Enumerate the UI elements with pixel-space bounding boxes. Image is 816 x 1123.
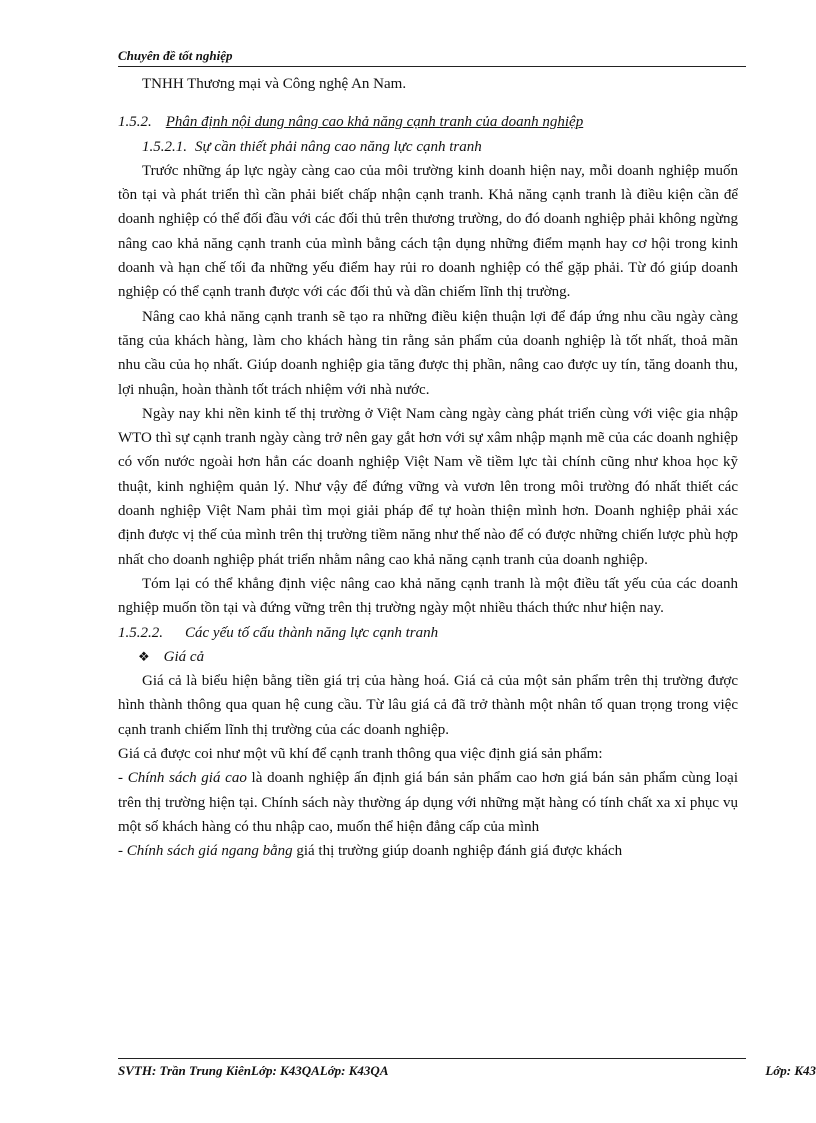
- subsection-number: 1.5.2.1.: [142, 138, 187, 155]
- footer-class: Lớp: K43: [765, 1063, 816, 1078]
- policy-item: [118, 839, 738, 863]
- continued-line: TNHH Thương mại và Công nghệ An Nam.: [142, 76, 407, 92]
- subsection-title: Các yếu tố cấu thành năng lực cạnh tranh: [185, 624, 439, 641]
- paragraph: Tóm lại có thể khẳng định việc nâng cao khả năng cạnh tranh là một điều tất yếu của các doanh nghiệp muốn tồn tại và đứng vững trên thị trường ngày một nhiều thách thức như hiện nay.: [118, 575, 738, 617]
- subsection-heading-1: [118, 135, 738, 159]
- page-footer: [118, 1058, 816, 1079]
- policy-item: [118, 766, 738, 839]
- bullet-label: Giá cả: [163, 648, 205, 665]
- paragraph: Trước những áp lực ngày càng cao của môi trường kinh doanh hiện nay, mỗi doanh nghiệp muốn tồn tại và phát triển thì cần phải biết chấp nhận cạnh tranh. Khả năng cạnh tranh là điều kiện cần để doanh nghiệp có thể đối đầu với các đối thủ trên thương trường, do đó doanh nghiệp phải không ngừng nâng cao khả năng cạnh tranh của mình bằng cách tận dụng những điểm mạnh hay cơ hội trong kinh doanh và hạn chế tối đa những yếu điểm hay rủi ro doanh nghiệp có thể gặp phải. Từ đó giúp doanh nghiệp có thể cạnh tranh được với các đối thủ và dần chiếm lĩnh thị trường.: [118, 162, 738, 301]
- paragraph: Ngày nay khi nền kinh tế thị trường ở Việt Nam càng ngày càng phát triển cùng với việc gia nhập WTO thì sự cạnh tranh ngày càng trở nên gay gắt hơn với sự xâm nhập mạnh mẽ của các doanh nghiệp có vốn nước ngoài hơn hẳn các doanh nghiệp Việt Nam về tiềm lực tài chính cũng như khoa học kỹ thuật, kinh nghiệm quản lý. Như vậy để đứng vững và vươn lên trong môi trường đó nhất thiết các doanh nghiệp Việt Nam phải tìm mọi giải pháp để tự hoàn thiện mình hơn. Doanh nghiệp phải xác định được vị thế của mình trên thị trường tiềm năng như thế nào để có được những chiến lược phù hợp nhất cho doanh nghiệp phát triển nhằm nâng cao khả năng cạnh tranh của doanh nghiệp.: [118, 405, 738, 568]
- header-title: Chuyên đề tốt nghiệp: [118, 48, 233, 63]
- page-header: [118, 48, 746, 67]
- footer-row: [118, 1063, 816, 1079]
- policy-name: Chính sách giá cao: [127, 770, 247, 787]
- section-title: Phân định nội dung nâng cao khả năng cạnh tranh của doanh nghiệp: [165, 114, 584, 131]
- section-number: 1.5.2.: [118, 114, 152, 131]
- dash: -: [118, 843, 127, 860]
- dash: -: [118, 770, 128, 787]
- subsection-heading-2: [118, 621, 738, 645]
- subsection-number: 1.5.2.2.: [118, 624, 163, 641]
- subsection-title: Sự cần thiết phải nâng cao năng lực cạnh tranh: [195, 138, 482, 155]
- footer-rule: [118, 1058, 746, 1059]
- policy-text: giá thị trường giúp doanh nghiệp đánh giá được khách: [292, 843, 623, 860]
- paragraph: Giá cả là biểu hiện bằng tiền giá trị của hàng hoá. Giá cả của một sản phẩm trên thị trường được hình thành thông qua quan hệ cung cầu. Từ lâu giá cả đã trở thành một nhân tố quan trọng trong việc cạnh tranh chiếm lĩnh thị trường của các doanh nghiệp.: [118, 673, 738, 738]
- paragraph: Nâng cao khả năng cạnh tranh sẽ tạo ra những điều kiện thuận lợi để đáp ứng nhu cầu ngày càng tăng của khách hàng, làm cho khách hàng tin rằng sản phẩm của doanh nghiệp là tốt nhất, thoả mãn nhu cầu của họ nhất. Giúp doanh nghiệp gia tăng được thị phần, nâng cao được uy tín, tăng doanh thu, lợi nhuận, hoàn thành tốt trách nhiệm với nhà nước.: [118, 308, 738, 398]
- document-body: [118, 72, 738, 864]
- diamond-bullet-icon: ❖: [138, 648, 150, 664]
- policy-text: là doanh nghiệp ấn định giá bán sản phẩm cao hơn giá bán sản phẩm cùng loại trên thị trường hiện tại. Chính sách này thường áp dụng với những mặt hàng có tính chất xa xỉ phục vụ một số khách hàng có thu nhập cao, muốn thể hiện đẳng cấp của mình: [118, 770, 738, 835]
- bullet-item: [118, 645, 738, 669]
- paragraph: Giá cả được coi như một vũ khí để cạnh tranh thông qua việc định giá sản phẩm:: [118, 746, 603, 763]
- footer-author: SVTH: Trần Trung KiênLớp: K43QALớp: K43QA: [118, 1063, 389, 1078]
- section-heading: [118, 110, 738, 134]
- policy-name: Chính sách giá ngang bằng: [126, 843, 293, 860]
